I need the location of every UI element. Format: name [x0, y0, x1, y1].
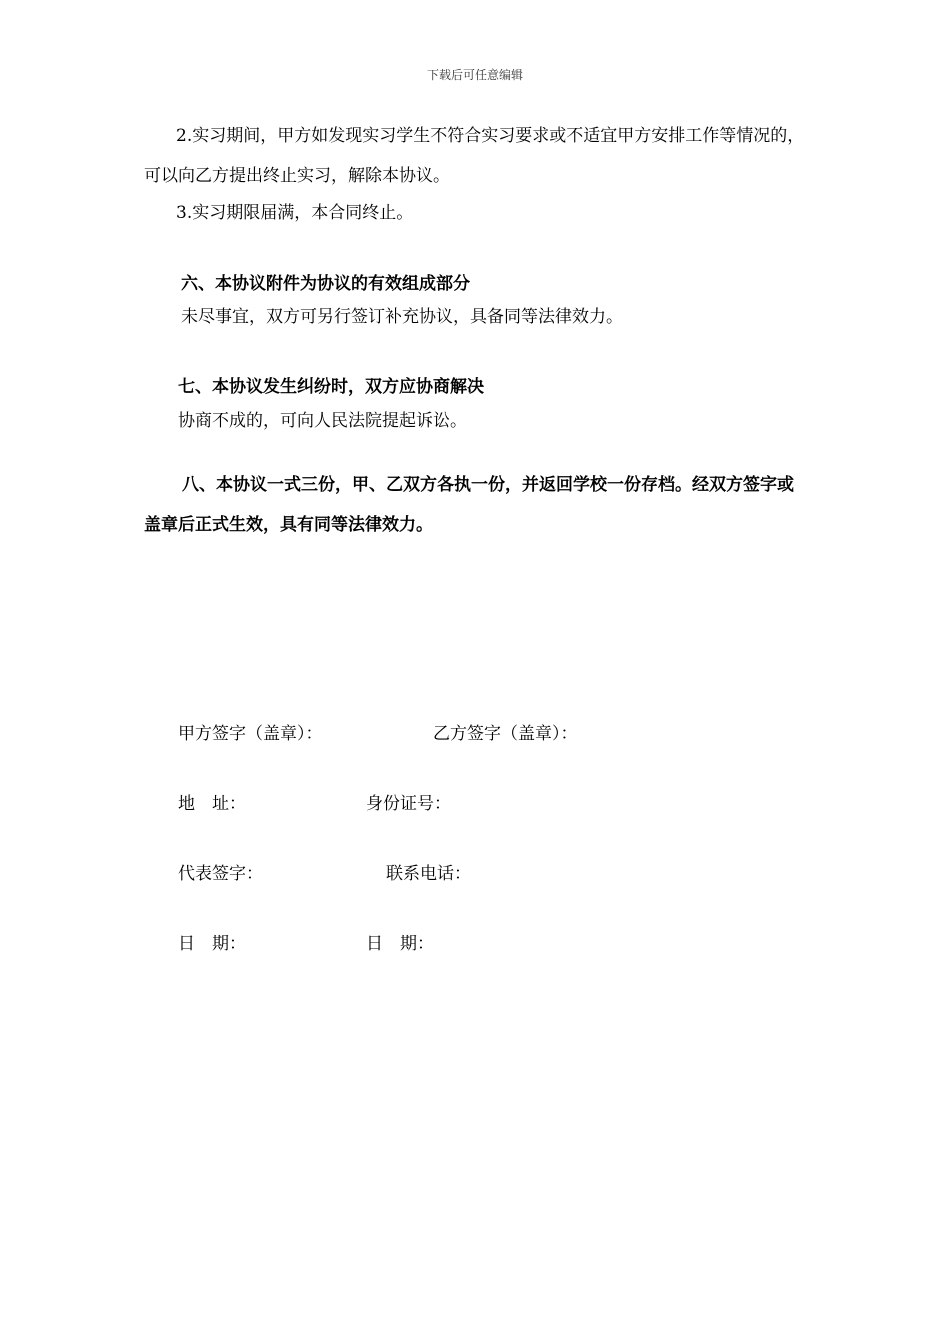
section-seven-body: 协商不成的，可向人民法院提起诉讼。: [178, 411, 467, 431]
section-seven-title: 七、本协议发生纠纷时，双方应协商解决: [178, 377, 484, 397]
section-eight: 八、本协议一式三份，甲、乙双方各执一份，并返回学校一份存档。经双方签字或盖章后正式生效，具有同等法律效力。: [144, 475, 794, 535]
representative-signature-label: 代表签字：: [178, 864, 263, 884]
phone-label: 联系电话：: [386, 864, 471, 884]
section-six-body: 未尽事宜，双方可另行签订补充协议，具备同等法律效力。: [181, 307, 623, 327]
header-note: 下载后可任意编辑: [426, 68, 523, 82]
address-label: 地 址：: [178, 794, 246, 814]
id-number-label: 身份证号：: [366, 794, 451, 814]
date-b-label: 日 期：: [366, 934, 434, 954]
party-b-signature-label: 乙方签字（盖章）：: [433, 724, 578, 744]
section-six-title: 六、本协议附件为协议的有效组成部分: [181, 274, 470, 294]
clause-3: 3.实习期限届满，本合同终止。: [176, 203, 414, 223]
date-a-label: 日 期：: [178, 934, 246, 954]
clause-2: 2.实习期间，甲方如发现实习学生不符合实习要求或不适宜甲方安排工作等情况的，可以向乙方提出终止实习，解除本协议。: [144, 126, 805, 186]
party-a-signature-label: 甲方签字（盖章）：: [178, 724, 323, 744]
